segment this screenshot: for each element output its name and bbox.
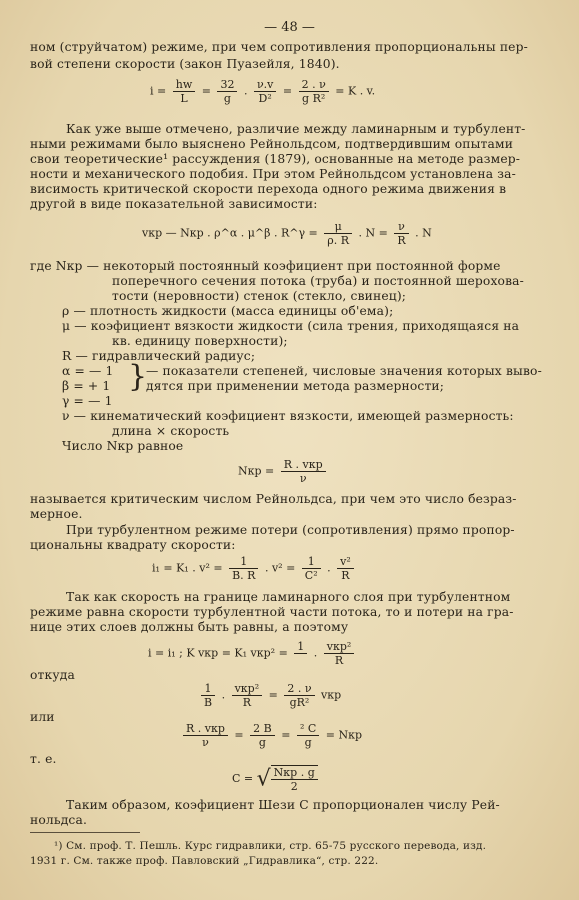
footnote-line: 1931 г. См. также проф. Павловский „Гидравлика“, стр. 222. xyxy=(30,855,379,867)
text-line: R — гидравлический радиус; xyxy=(62,349,256,363)
eq-num: ν xyxy=(394,220,408,234)
exponent-alpha: α = — 1 xyxy=(62,364,114,378)
eq-text: i = i₁ ; K vкр = K₁ vкр² = xyxy=(148,646,288,660)
text-line: называется критическим числом Рейнольдса, при чем это число безраз- xyxy=(30,492,517,506)
text-line: висимость критической скорости перехода одного режима движения в xyxy=(30,182,507,196)
eq-num: 1 xyxy=(201,682,215,696)
eq-den: g R² xyxy=(302,92,326,105)
eq-num: μ xyxy=(324,220,352,234)
eq-num: 2 . ν xyxy=(299,78,329,92)
eq-den: R xyxy=(334,654,344,667)
eq-text: = xyxy=(268,688,278,702)
eq-num: 2 B xyxy=(250,722,275,736)
eq-den: g xyxy=(304,736,312,749)
equation-turbulent-loss: i₁ = K₁ . v² = $\frac{1}{B. R}$ . v² = $\frac{1}{\text{C²}}$ . $\frac{\text{v²}}{R}$ xyxy=(152,555,357,582)
eq-text: vкр xyxy=(321,688,342,702)
equation-reynolds-number xyxy=(238,458,329,485)
text-line: тости (неровности) стенок (стекло, свинец); xyxy=(112,289,407,303)
text-line: ном (струйчатом) режиме, при чем сопротивления пропорциональны пер- xyxy=(30,40,528,54)
text-line: т. е. xyxy=(30,752,57,766)
text-line: где Nкр — некоторый постоянный коэфициент при постоянной форме xyxy=(30,259,501,273)
text-line: Как уже выше отмечено, различие между ламинарным и турбулент- xyxy=(66,122,526,136)
text-line: режиме равна скорости турбулентной части потока, то и потери на гра- xyxy=(30,605,514,619)
text-line: Число Nкр равное xyxy=(62,439,184,453)
eq-den: ν xyxy=(299,472,307,485)
text-line: — показатели степеней, числовые значения которых выво- xyxy=(146,364,542,378)
equation-chezy xyxy=(232,765,321,793)
text-line: ρ — плотность жидкости (масса единицы об'ема); xyxy=(62,304,394,318)
eq-text: = xyxy=(234,728,244,742)
eq-den: ν xyxy=(202,736,209,749)
eq-text: . N = xyxy=(358,226,388,240)
equation-step-1: $\frac{1}{B}$ . $\frac{\text{vкр²}}{R}$ = $\frac{2 . \nu}{\text{gR²}}$ vкр xyxy=(198,682,341,709)
eq-den xyxy=(294,654,307,667)
eq-num: R . vкр xyxy=(281,458,326,472)
equation-poiseuille: i = $\frac{hw}{L}$ = $\frac{32}{g}$ . $\frac{\nu.v}{\text{D²}}$ = $\frac{2 . \nu}{\text{g R²}}$ = K . v. xyxy=(150,78,376,105)
eq-den: R xyxy=(242,696,252,709)
eq-den: g xyxy=(258,736,266,749)
text-line: Таким образом, коэфициент Шези C пропорционален числу Рей- xyxy=(66,798,500,812)
eq-num: 2 . ν xyxy=(284,682,314,696)
eq-text: = xyxy=(281,728,291,742)
eq-num: 1 xyxy=(302,555,321,569)
text-line: циональны квадрату скорости: xyxy=(30,538,236,552)
eq-text: i₁ = K₁ . v² = xyxy=(152,561,223,575)
text-line: мерное. xyxy=(30,507,83,521)
eq-text: = K . v. xyxy=(335,84,376,98)
text-line: свои теоретические¹ рассуждения (1879), основанные на методе размер- xyxy=(30,152,521,166)
eq-num: vкр² xyxy=(324,640,355,654)
eq-den: ρ. R xyxy=(327,234,350,247)
eq-num: R . vкр xyxy=(183,722,228,736)
eq-text: = Nкр xyxy=(325,728,363,742)
eq-num: vкр² xyxy=(232,682,263,696)
exponent-beta: β = + 1 xyxy=(62,379,111,393)
eq-num: 32 xyxy=(217,78,237,92)
exponent-gamma: γ = — 1 xyxy=(62,394,113,408)
eq-den: R xyxy=(341,569,350,582)
text-line: или xyxy=(30,710,55,724)
eq-den: B xyxy=(204,696,213,709)
eq-den: gR² xyxy=(289,696,310,709)
eq-num: 1 xyxy=(229,555,258,569)
eq-den: 2 xyxy=(290,780,298,793)
footnote-line: ¹) См. проф. Т. Пешль. Курс гидравлики, стр. 65-75 русского перевода, изд. xyxy=(54,840,487,852)
text-line: другой в виде показательной зависимости: xyxy=(30,197,318,211)
text-line: нольдса. xyxy=(30,813,88,827)
eq-den: R xyxy=(397,234,406,247)
eq-num: ² C xyxy=(297,722,319,736)
text-line: дятся при применении метода размерности; xyxy=(146,379,445,393)
text-line: кв. единицу поверхности); xyxy=(112,334,288,348)
text-line: Так как скорость на границе ламинарного слоя при турбулентном xyxy=(66,590,511,604)
eq-num: 1 xyxy=(294,640,307,654)
text-line: длина × скорость xyxy=(112,424,230,438)
eq-text: Nкр = xyxy=(238,464,275,478)
eq-den: D² xyxy=(258,92,272,105)
eq-den: L xyxy=(180,92,188,105)
text-line: нице этих слоев должны быть равны, а поэтому xyxy=(30,620,349,634)
eq-den: C² xyxy=(304,569,318,582)
equation-equal-losses: i = i₁ ; K vкр = K₁ vкр² = 1 . $\frac{\text{vкр²}}{R}$ xyxy=(148,640,357,667)
eq-den: B. R xyxy=(232,569,256,582)
eq-num: Nкр . g xyxy=(271,766,318,780)
text-line: При турбулентном режиме потери (сопротивления) прямо пропор- xyxy=(66,523,515,537)
eq-den: g xyxy=(223,92,231,105)
eq-text: . N xyxy=(415,226,432,240)
page-number: — 48 — xyxy=(264,20,315,35)
eq-text: vкр — Nкр . ρ^α . μ^β . R^γ = xyxy=(142,226,318,240)
equation-step-2 xyxy=(180,722,362,749)
text-line: поперечного сечения потока (труба) и постоянной шерохова- xyxy=(112,274,524,288)
text-line: вой степени скорости (закон Пуазейля, 1840). xyxy=(30,57,340,71)
text-line: откуда xyxy=(30,668,75,682)
eq-num: hw xyxy=(173,78,196,92)
text-line: ными режимами было выяснено Рейнольдсом, подтвердившим опытами xyxy=(30,137,514,151)
equation-reynolds-critical xyxy=(142,220,432,247)
brace-symbol: } xyxy=(128,359,148,394)
eq-num: v² xyxy=(337,555,354,569)
text-line: ν — кинематический коэфициент вязкости, имеющей размерность: xyxy=(62,409,514,423)
footnote-divider xyxy=(30,832,140,833)
eq-text: . v² = xyxy=(264,561,296,575)
text-line: μ — коэфициент вязкости жидкости (сила трения, приходящаяся на xyxy=(62,319,520,333)
text-line: ности и механического подобия. При этом Рейнольдсом установлена за- xyxy=(30,167,516,181)
sqrt-symbol: √ xyxy=(256,766,271,792)
eq-text: C = xyxy=(232,772,254,785)
eq-text: i = xyxy=(150,84,167,98)
eq-num: ν.v xyxy=(254,78,276,92)
